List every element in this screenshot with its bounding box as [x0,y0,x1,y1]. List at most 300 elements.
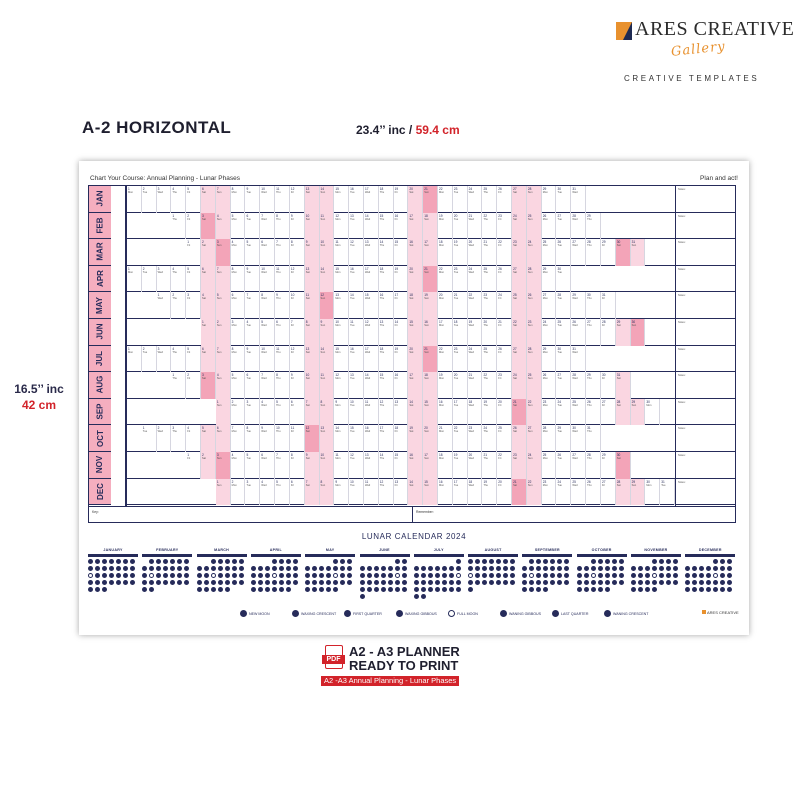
day-cell[interactable] [305,239,320,266]
day-cell[interactable] [438,452,453,479]
day-cell[interactable] [186,372,201,399]
day-cell[interactable] [171,186,186,213]
day-cell[interactable] [231,292,246,319]
day-cell[interactable] [349,346,364,373]
day-cell[interactable] [601,239,616,266]
day-cell[interactable] [527,479,542,506]
day-cell[interactable] [216,292,231,319]
notes-cell[interactable] [676,239,736,266]
day-cell[interactable] [320,479,335,506]
day-cell[interactable] [408,479,423,506]
day-cell[interactable] [438,292,453,319]
day-cell[interactable] [320,213,335,240]
day-cell[interactable] [231,479,246,506]
day-cell[interactable] [305,452,320,479]
day-cell[interactable] [231,399,246,426]
day-cell[interactable] [216,213,231,240]
day-cell[interactable] [201,292,216,319]
day-cell[interactable] [290,425,305,452]
day-cell[interactable] [394,372,409,399]
day-cell[interactable] [512,319,527,346]
day-cell[interactable] [334,372,349,399]
day-cell[interactable] [394,346,409,373]
day-cell[interactable] [408,452,423,479]
day-cell[interactable] [394,186,409,213]
day-cell[interactable] [186,266,201,293]
day-cell[interactable] [482,372,497,399]
day-cell[interactable] [379,425,394,452]
day-cell[interactable] [497,399,512,426]
day-cell[interactable] [616,479,631,506]
day-cell[interactable] [201,319,216,346]
day-cell[interactable] [364,399,379,426]
day-cell[interactable] [542,452,557,479]
day-cell[interactable] [127,186,142,213]
day-cell[interactable] [542,399,557,426]
day-cell[interactable] [586,239,601,266]
day-cell[interactable] [468,372,483,399]
day-cell[interactable] [275,239,290,266]
day-cell[interactable] [468,452,483,479]
day-cell[interactable] [379,239,394,266]
day-cell[interactable] [512,213,527,240]
day-cell[interactable] [542,213,557,240]
day-cell[interactable] [349,425,364,452]
day-cell[interactable] [586,452,601,479]
day-cell[interactable] [557,452,572,479]
day-cell[interactable] [334,213,349,240]
day-cell[interactable] [305,399,320,426]
day-cell[interactable] [290,213,305,240]
day-cell[interactable] [320,186,335,213]
day-cell[interactable] [423,292,438,319]
day-cell[interactable] [571,399,586,426]
day-cell[interactable] [542,372,557,399]
day-cell[interactable] [349,266,364,293]
day-cell[interactable] [305,346,320,373]
day-cell[interactable] [557,346,572,373]
day-cell[interactable] [231,346,246,373]
day-cell[interactable] [512,346,527,373]
day-cell[interactable] [320,266,335,293]
day-cell[interactable] [408,346,423,373]
notes-cell[interactable] [676,319,736,346]
day-cell[interactable] [201,186,216,213]
day-cell[interactable] [231,239,246,266]
day-cell[interactable] [438,186,453,213]
day-cell[interactable] [275,372,290,399]
day-cell[interactable] [482,346,497,373]
day-cell[interactable] [157,186,172,213]
day-cell[interactable] [557,319,572,346]
day-cell[interactable] [423,239,438,266]
day-cell[interactable] [364,452,379,479]
day-cell[interactable] [438,399,453,426]
day-cell[interactable] [364,292,379,319]
day-cell[interactable] [571,346,586,373]
notes-cell[interactable] [676,292,736,319]
day-cell[interactable] [423,346,438,373]
notes-cell[interactable] [676,452,736,479]
day-cell[interactable] [260,479,275,506]
day-cell[interactable] [379,372,394,399]
day-cell[interactable] [497,292,512,319]
day-cell[interactable] [586,292,601,319]
day-cell[interactable] [527,213,542,240]
day-cell[interactable] [142,425,157,452]
day-cell[interactable] [379,399,394,426]
day-cell[interactable] [127,346,142,373]
day-cell[interactable] [542,292,557,319]
day-cell[interactable] [468,319,483,346]
day-cell[interactable] [275,425,290,452]
day-cell[interactable] [601,452,616,479]
day-cell[interactable] [394,319,409,346]
day-cell[interactable] [245,479,260,506]
day-cell[interactable] [157,425,172,452]
day-cell[interactable] [586,479,601,506]
day-cell[interactable] [482,292,497,319]
day-cell[interactable] [216,346,231,373]
day-cell[interactable] [157,346,172,373]
day-cell[interactable] [497,372,512,399]
day-cell[interactable] [186,425,201,452]
day-cell[interactable] [557,239,572,266]
day-cell[interactable] [616,239,631,266]
day-cell[interactable] [394,452,409,479]
day-cell[interactable] [349,213,364,240]
day-cell[interactable] [364,319,379,346]
day-cell[interactable] [423,213,438,240]
day-cell[interactable] [557,213,572,240]
day-cell[interactable] [275,292,290,319]
day-cell[interactable] [364,479,379,506]
day-cell[interactable] [260,399,275,426]
day-cell[interactable] [542,425,557,452]
day-cell[interactable] [527,346,542,373]
day-cell[interactable] [231,186,246,213]
day-cell[interactable] [408,425,423,452]
day-cell[interactable] [171,372,186,399]
day-cell[interactable] [349,372,364,399]
day-cell[interactable] [482,266,497,293]
day-cell[interactable] [364,186,379,213]
day-cell[interactable] [394,425,409,452]
day-cell[interactable] [275,266,290,293]
day-cell[interactable] [571,292,586,319]
day-cell[interactable] [290,266,305,293]
day-cell[interactable] [571,372,586,399]
day-cell[interactable] [379,213,394,240]
day-cell[interactable] [586,319,601,346]
day-cell[interactable] [527,452,542,479]
day-cell[interactable] [408,399,423,426]
notes-cell[interactable] [676,479,736,506]
day-cell[interactable] [275,319,290,346]
day-cell[interactable] [438,213,453,240]
day-cell[interactable] [231,452,246,479]
day-cell[interactable] [305,292,320,319]
day-cell[interactable] [482,425,497,452]
day-cell[interactable] [438,479,453,506]
day-cell[interactable] [245,425,260,452]
day-cell[interactable] [171,213,186,240]
day-cell[interactable] [468,346,483,373]
day-cell[interactable] [245,319,260,346]
day-cell[interactable] [231,213,246,240]
day-cell[interactable] [601,479,616,506]
notes-cell[interactable] [676,213,736,240]
day-cell[interactable] [542,346,557,373]
day-cell[interactable] [260,213,275,240]
day-cell[interactable] [216,266,231,293]
day-cell[interactable] [290,479,305,506]
day-cell[interactable] [512,239,527,266]
day-cell[interactable] [468,479,483,506]
day-cell[interactable] [320,425,335,452]
day-cell[interactable] [334,346,349,373]
day-cell[interactable] [468,266,483,293]
day-cell[interactable] [231,425,246,452]
day-cell[interactable] [305,479,320,506]
day-cell[interactable] [394,479,409,506]
day-cell[interactable] [423,452,438,479]
day-cell[interactable] [186,239,201,266]
day-cell[interactable] [482,319,497,346]
day-cell[interactable] [260,239,275,266]
day-cell[interactable] [305,186,320,213]
day-cell[interactable] [497,452,512,479]
day-cell[interactable] [438,266,453,293]
day-cell[interactable] [438,425,453,452]
day-cell[interactable] [245,266,260,293]
day-cell[interactable] [334,452,349,479]
day-cell[interactable] [423,319,438,346]
day-cell[interactable] [394,239,409,266]
day-cell[interactable] [468,213,483,240]
day-cell[interactable] [201,452,216,479]
day-cell[interactable] [616,372,631,399]
day-cell[interactable] [364,346,379,373]
day-cell[interactable] [379,186,394,213]
day-cell[interactable] [453,346,468,373]
day-cell[interactable] [468,399,483,426]
day-cell[interactable] [453,319,468,346]
day-cell[interactable] [216,399,231,426]
day-cell[interactable] [586,399,601,426]
day-cell[interactable] [231,266,246,293]
day-cell[interactable] [320,372,335,399]
day-cell[interactable] [497,319,512,346]
day-cell[interactable] [527,372,542,399]
day-cell[interactable] [334,186,349,213]
day-cell[interactable] [482,213,497,240]
day-cell[interactable] [423,425,438,452]
day-cell[interactable] [364,266,379,293]
day-cell[interactable] [631,479,646,506]
day-cell[interactable] [542,266,557,293]
day-cell[interactable] [216,452,231,479]
day-cell[interactable] [320,239,335,266]
day-cell[interactable] [334,319,349,346]
day-cell[interactable] [379,452,394,479]
day-cell[interactable] [201,425,216,452]
day-cell[interactable] [616,399,631,426]
day-cell[interactable] [349,239,364,266]
day-cell[interactable] [527,425,542,452]
day-cell[interactable] [408,292,423,319]
day-cell[interactable] [586,372,601,399]
day-cell[interactable] [290,452,305,479]
day-cell[interactable] [482,479,497,506]
notes-cell[interactable] [676,399,736,426]
day-cell[interactable] [364,372,379,399]
day-cell[interactable] [171,346,186,373]
day-cell[interactable] [260,292,275,319]
day-cell[interactable] [260,346,275,373]
day-cell[interactable] [571,452,586,479]
day-cell[interactable] [142,186,157,213]
day-cell[interactable] [453,399,468,426]
day-cell[interactable] [601,372,616,399]
day-cell[interactable] [527,266,542,293]
day-cell[interactable] [394,292,409,319]
day-cell[interactable] [245,372,260,399]
day-cell[interactable] [453,425,468,452]
day-cell[interactable] [290,399,305,426]
day-cell[interactable] [260,266,275,293]
day-cell[interactable] [423,399,438,426]
day-cell[interactable] [453,452,468,479]
day-cell[interactable] [290,346,305,373]
day-cell[interactable] [171,292,186,319]
day-cell[interactable] [201,372,216,399]
day-cell[interactable] [408,266,423,293]
day-cell[interactable] [631,319,646,346]
day-cell[interactable] [394,266,409,293]
day-cell[interactable] [438,319,453,346]
day-cell[interactable] [645,479,660,506]
day-cell[interactable] [438,239,453,266]
day-cell[interactable] [201,346,216,373]
day-cell[interactable] [468,292,483,319]
day-cell[interactable] [423,479,438,506]
day-cell[interactable] [557,292,572,319]
day-cell[interactable] [542,186,557,213]
day-cell[interactable] [201,266,216,293]
day-cell[interactable] [334,266,349,293]
day-cell[interactable] [379,479,394,506]
day-cell[interactable] [379,266,394,293]
day-cell[interactable] [245,399,260,426]
day-cell[interactable] [453,292,468,319]
day-cell[interactable] [557,479,572,506]
day-cell[interactable] [349,319,364,346]
day-cell[interactable] [438,372,453,399]
day-cell[interactable] [349,399,364,426]
day-cell[interactable] [334,292,349,319]
day-cell[interactable] [482,186,497,213]
day-cell[interactable] [334,425,349,452]
day-cell[interactable] [527,186,542,213]
day-cell[interactable] [245,239,260,266]
day-cell[interactable] [571,425,586,452]
day-cell[interactable] [408,319,423,346]
day-cell[interactable] [349,452,364,479]
day-cell[interactable] [171,266,186,293]
day-cell[interactable] [186,452,201,479]
day-cell[interactable] [408,239,423,266]
day-cell[interactable] [260,319,275,346]
day-cell[interactable] [527,292,542,319]
day-cell[interactable] [334,479,349,506]
day-cell[interactable] [320,346,335,373]
day-cell[interactable] [616,452,631,479]
day-cell[interactable] [631,399,646,426]
day-cell[interactable] [186,346,201,373]
day-cell[interactable] [290,239,305,266]
day-cell[interactable] [512,266,527,293]
day-cell[interactable] [290,372,305,399]
day-cell[interactable] [497,425,512,452]
day-cell[interactable] [482,399,497,426]
day-cell[interactable] [453,372,468,399]
day-cell[interactable] [216,372,231,399]
day-cell[interactable] [290,292,305,319]
day-cell[interactable] [216,239,231,266]
day-cell[interactable] [453,186,468,213]
day-cell[interactable] [216,479,231,506]
day-cell[interactable] [453,479,468,506]
day-cell[interactable] [320,452,335,479]
day-cell[interactable] [394,213,409,240]
day-cell[interactable] [557,372,572,399]
day-cell[interactable] [157,292,172,319]
day-cell[interactable] [245,213,260,240]
day-cell[interactable] [275,213,290,240]
day-cell[interactable] [423,266,438,293]
day-cell[interactable] [320,399,335,426]
day-cell[interactable] [275,346,290,373]
day-cell[interactable] [305,213,320,240]
day-cell[interactable] [645,399,660,426]
day-cell[interactable] [512,479,527,506]
day-cell[interactable] [201,213,216,240]
day-cell[interactable] [468,239,483,266]
day-cell[interactable] [305,319,320,346]
day-cell[interactable] [497,479,512,506]
day-cell[interactable] [542,319,557,346]
day-cell[interactable] [349,479,364,506]
day-cell[interactable] [245,452,260,479]
day-cell[interactable] [527,239,542,266]
notes-cell[interactable] [676,425,736,452]
notes-cell[interactable] [676,186,736,213]
day-cell[interactable] [468,186,483,213]
day-cell[interactable] [631,239,646,266]
day-cell[interactable] [334,239,349,266]
day-cell[interactable] [512,186,527,213]
day-cell[interactable] [186,186,201,213]
day-cell[interactable] [305,425,320,452]
day-cell[interactable] [364,425,379,452]
day-cell[interactable] [423,186,438,213]
notes-cell[interactable] [676,266,736,293]
day-cell[interactable] [497,346,512,373]
day-cell[interactable] [557,266,572,293]
day-cell[interactable] [408,372,423,399]
day-cell[interactable] [557,399,572,426]
